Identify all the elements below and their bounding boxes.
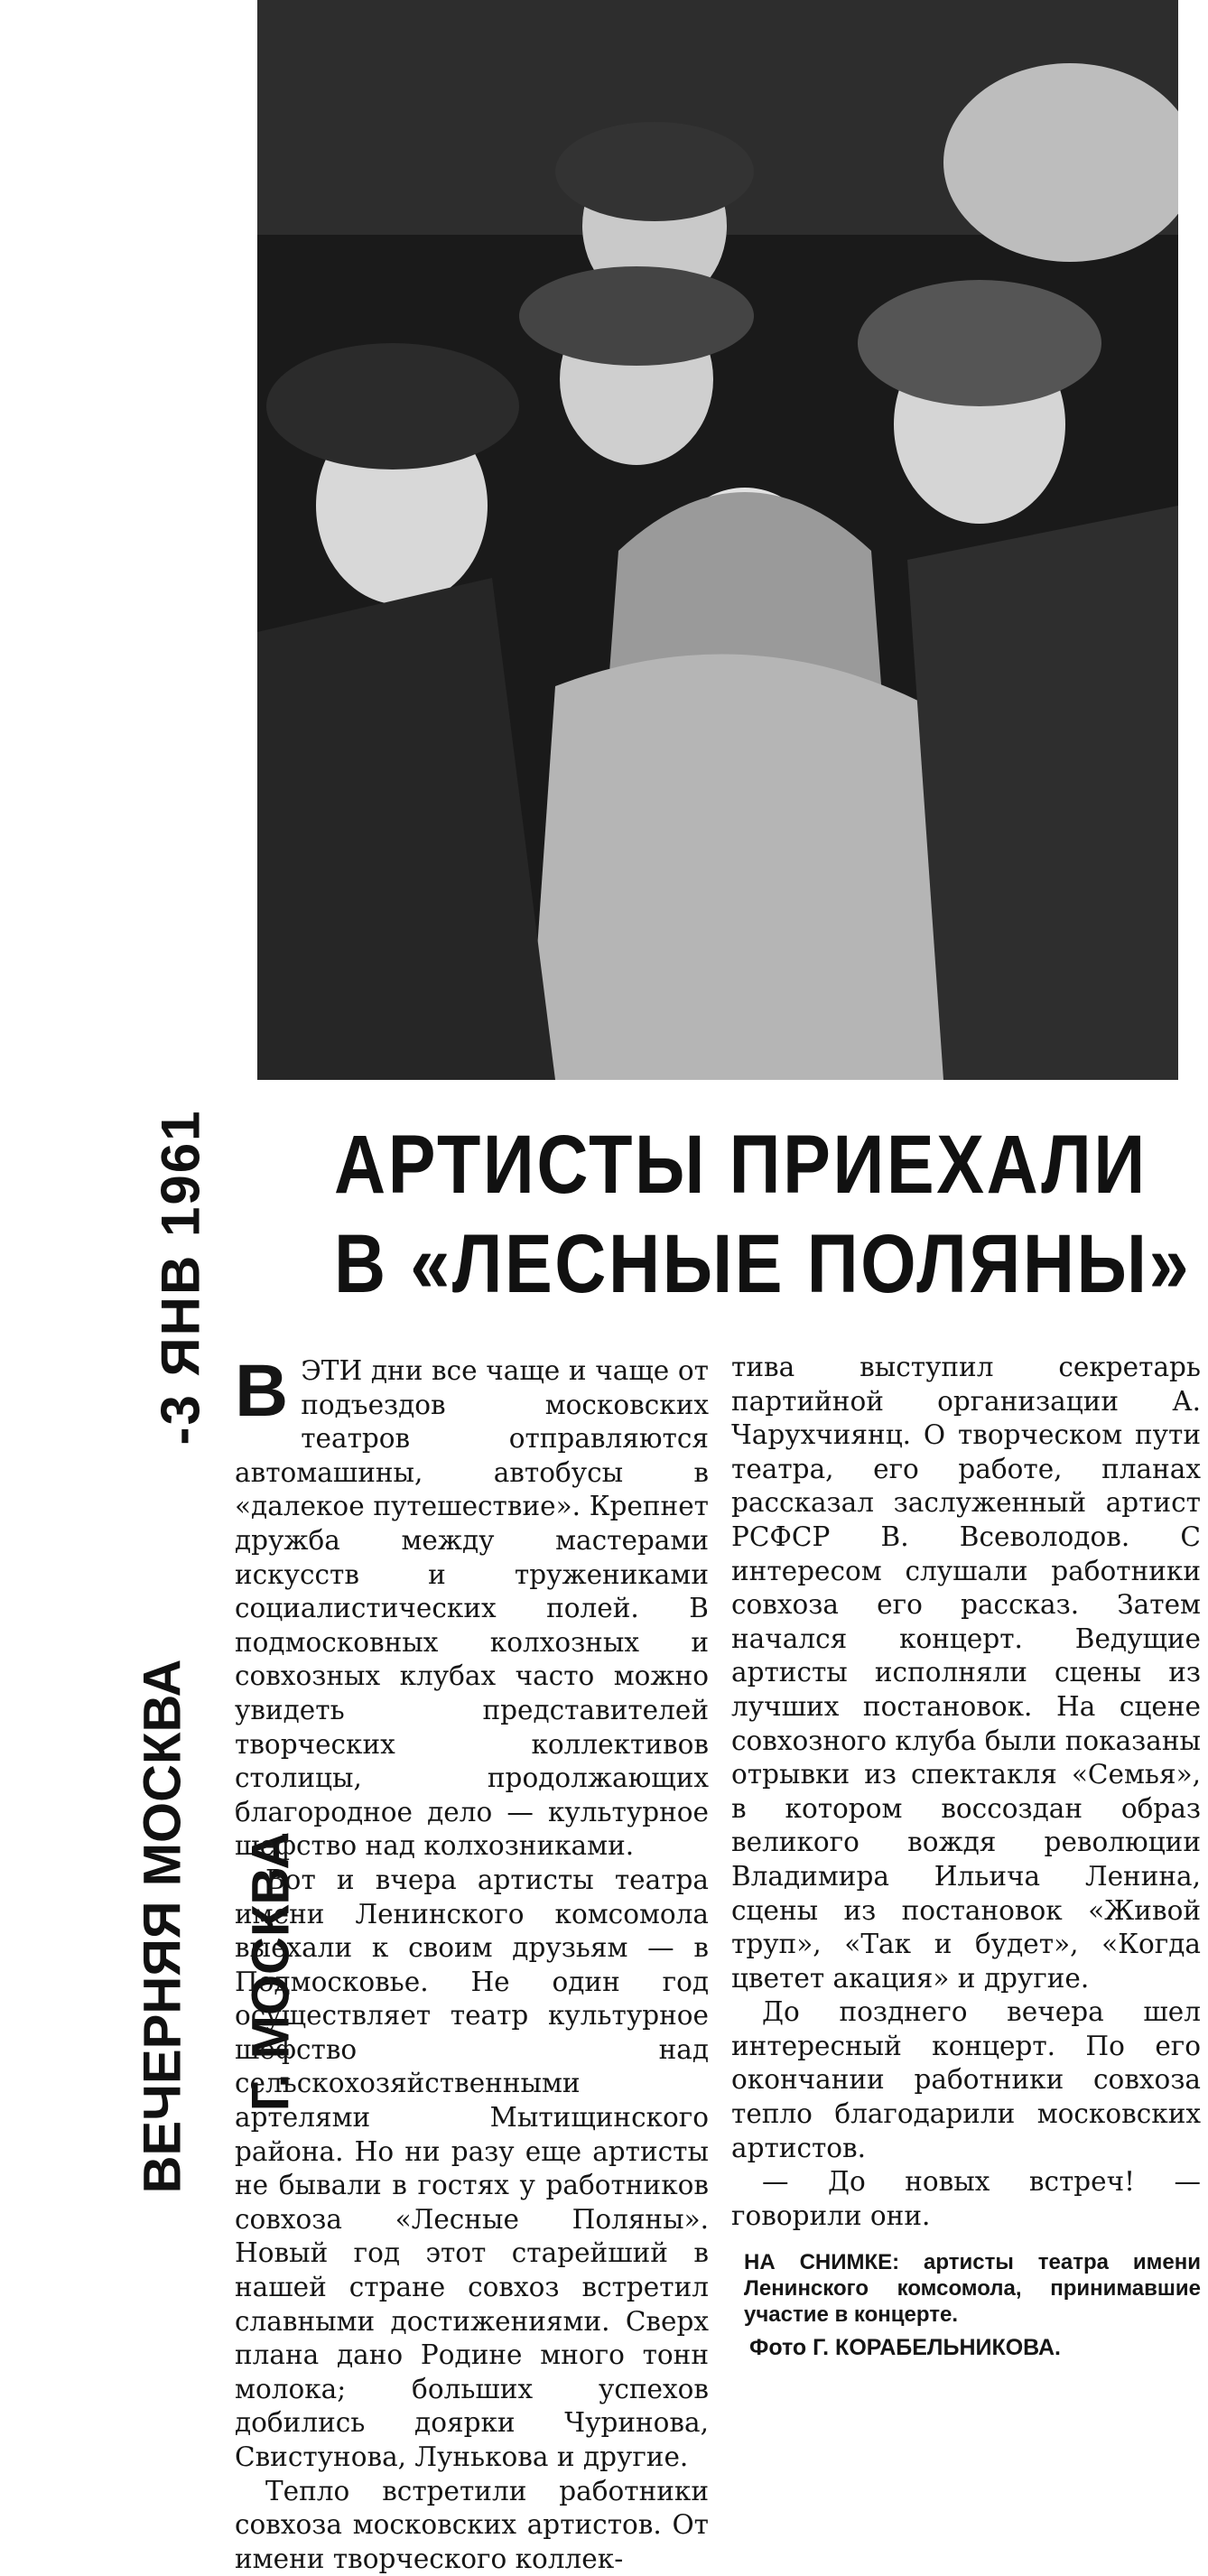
article-paragraph: тива выступил секретарь партийной организации А. Чарухчиянц. О творческом пути театра, его работе, планах рассказал заслуженный артист РСФСР В. Всеволодов. С интересом слушали работники совхоза его рассказ. Затем начался концерт. Ведущие артисты исполняли сцены из лучших постановок. На сцене совхозного клуба были показаны отрывки из спектакля «Семья», в котором воссоздан образ великого вождя революции Владимира Ильича Ленина, сцены из постановок «Живой труп», «Так и будет», «Когда цветет акация» и другие. xyxy=(731,1352,1201,1994)
article-photo xyxy=(257,0,1178,1080)
stamp-newspaper: ВЕЧЕРНЯЯ МОСКВА xyxy=(133,1659,192,2194)
article-headline xyxy=(334,1115,1192,1314)
article-column-right xyxy=(731,1351,1201,2362)
article-paragraph: Тепло встретили работники совхоза московских артистов. От имени творческого коллек- xyxy=(235,2475,709,2574)
article-paragraph xyxy=(235,1350,709,1864)
article-column-left xyxy=(235,1350,709,2576)
article-paragraph: Вот и вчера артисты театра имени Ленинского комсомола выехали к своим друзьям — в Подмосковье. Не один год осуществляет театр культурное шефство над сельскохозяйственными артелями Мытищинского района. Но ни разу еще артисты не бывали в гостях у работников совхоза «Лесные Поляны». Новый год этот старейший в нашей стране совхоз встретил славными достижениями. Сверх плана дано Родине много тонн молока; больших успехов добились доярки Чуринова, Свистунова, Лунькова и другие. xyxy=(235,1864,709,2472)
article-paragraph: — До новых встреч! — говорили они. xyxy=(731,2166,1201,2231)
dropcap: В xyxy=(235,1350,289,1432)
headline-line-1: АРТИСТЫ ПРИЕХАЛИ xyxy=(334,1119,1148,1211)
photo-caption: НА СНИМКЕ: артисты театра имени Ленинского комсомола, принимавшие участие в концерте. xyxy=(744,2250,1201,2328)
archive-stamp xyxy=(133,1083,301,2348)
article-paragraph: До позднего вечера шел интересный концерт. По его окончании работники совхоза тепло благодарили московских артистов. xyxy=(731,1996,1201,2163)
photo-credit: Фото Г. КОРАБЕЛЬНИКОВА. xyxy=(749,2335,1061,2361)
stamp-city: Г. МОСКВА xyxy=(241,1831,301,2112)
group-photo-icon xyxy=(257,0,1178,1080)
headline-line-2: В «ЛЕСНЫЕ ПОЛЯНЫ» xyxy=(334,1218,1192,1310)
paragraph-text: ЭТИ дни все чаще и чаще от подъездов московских театров отправляются автомашины, автобусы в «далекое путешествие». Крепнет дружба между мастерами искусств и тружениками социалистических полей. В подмосковных колхозных и совхозных клубах часто можно увидеть представителей творческих коллективов столицы, продолжающих благородное дело — культурное шефство над колхозниками. xyxy=(235,1355,709,1862)
stamp-date: -3 ЯНВ 1961 xyxy=(150,1109,211,1446)
